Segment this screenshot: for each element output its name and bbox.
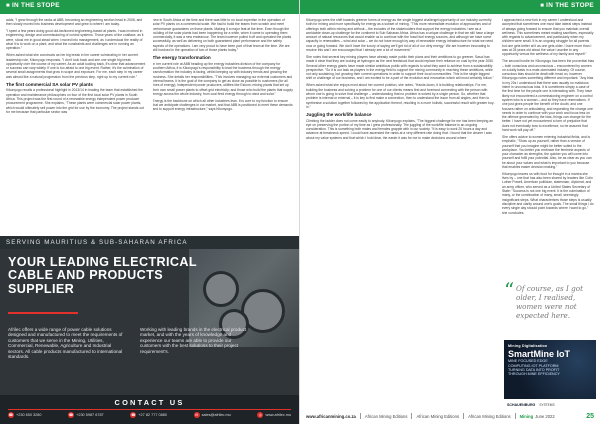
left-col-1 <box>6 18 147 232</box>
ad-subline: COMPUTING IOT PLATFORM <box>508 363 559 368</box>
paragraph: Kikonyogo sees the shift towards greener forms of energy as the single biggest challenge/opportunity of our industry currently both for mining and more specifically for energy as a subset of mining. "This more necessitate evolution of approaches and of offerings both within mining and without – the includes of the stakeholders that support the energy industries / see as a worldwide clean-up challenge for the continent to Sub Saharan Africa. Africa has a unique challenge in that we still have a large amount of natural resources that would enable us to continue with the fossil fuel energy sources, and although we have some capacity in renewables – wind and solar – we do not have enough by way of renewable energy infrastructure for what we need now or going forward. We don't have the luxury of saying we'll get rid of all of our dirty energy.' We are however innovating to resolve this and I am encouraged that I already see a lot of movement." <box>306 18 495 53</box>
section-label: ■ IN THE STOPE <box>540 2 594 9</box>
ad-product-name: SmartMine IoT <box>508 349 571 360</box>
right-col-2 <box>502 18 594 276</box>
contact-title: CONTACT US <box>114 398 185 407</box>
contact-website[interactable]: ◎ www.afrilec.mu <box>258 413 291 417</box>
ad-headline: YOUR LEADING ELECTRICAL CABLE AND PRODUCTS SUPPLIER <box>8 255 197 296</box>
subheading: The energy transformation <box>152 54 211 60</box>
mail-icon: ✉ <box>195 413 199 417</box>
cable-reel-icon <box>203 271 239 307</box>
paragraph: She offers advice to women entering industrial fields, and is emphatic, "Show up as yourself, rather than a version of yourself that you imagine might be better suited to the workplace. You better you embrace the feminine aspects of your character as strengths, the quicker you will come into yourself and fulfil your potential. Also, be as clear as you can be about your values and what is important to you because that enables easier decision making." <box>502 134 592 169</box>
paragraph: new in South Africa at the time and there was little to no local expertise in the operation of solar PV plants on a commercial scale. We had to build the teams from scratch and meet performance guarantees on those plants. Making it a major feat at the time. Even though the building of the solar plants had been happening for a while, when it came to operating them commercially, it was a new endeavour. The team however pulled it off and operated the plants successfully, as well as delivering on both guaranteed plant performance and the safety aspects of the operations. I am very proud to have been part of that team at the time. We are still involved in the operation of two of those plants today." <box>152 18 292 53</box>
contact-email[interactable]: ✉ sales@afrilec.mu <box>195 413 231 417</box>
contact-phone-3[interactable]: ☎ +27 82 777 0880 <box>131 413 167 417</box>
contact-rule <box>8 409 291 410</box>
paragraph: She notes that several key mining players have already made public their plans and their ambitions to go greener. Sasol has made it clear that they are looking at hydrogen as the next feedstock that would replace their reliance on coal by the year 2050. Several other energy giants have made similar ambitious public with regards to what they want to achieve from a sustainability perspective. "So it is our task as players in the energy field to support the mining community in reaching these ambitions, while not only sustaining, but growing their current operations in order to support their local communities. This is the single biggest shift or challenge of our business, and I am excited to be a part of the evolution and innovation which will most certainly follow." <box>306 54 494 81</box>
paragraph: The second hurdle for Kikonyogo has been the proverbial bias – both conscious and unconscious – encountered by women on a daily basis in a male-dominated industry. Of course, conscious bias should be dealt with head on, however Kikonyogo notes something different and important. "Any bias in my 20s I understood that there was usually no malicious intent in unconscious bias. It is sometimes simply a case of the first time for the people one is interacting with. They have likely not encountered a commissioning engineer on a control system who is a woman – and so they have reservations. If one just gives people the benefit of the doubt, and one focuses rather on articulating, and requesting the change one needs in order to continue with your work and focus less on the offence generated by the bias, things can change for the better. I have not yet encountered a form of prejudice that does not eventually bow to excellence, so be assured that hard work will pay off." <box>502 59 594 133</box>
footer-divider <box>463 413 464 419</box>
left-col-2 <box>153 18 294 232</box>
section-marker-icon: ■ <box>6 3 10 9</box>
footer-divider <box>515 413 516 419</box>
ad-brand: Mining Digitalisation <box>508 344 548 348</box>
footer-website[interactable]: www.africanmining.co.za <box>306 413 356 419</box>
paragraph: Kikonyogo recalls a professional highlight in 2013/14 in leading the team that established the operation and maintenance philosophies on four of the first local solar PV plants in South Africa. This project was the first round of a renewable energy independent power producer procurement programme. She explains, "These plants were commercial solar power plants, which would ultimately sell power into the grid for use by the economy. The project stands out for me because that particular sector was <box>6 88 144 114</box>
right-page <box>300 0 600 424</box>
paragraph: adds, "I grew through the ranks at ABB, becoming an engineering section head in 2008, and then slowly moved into business development and grew to where I am today. <box>6 18 143 27</box>
footer-issue-date: June 2022 <box>535 413 555 419</box>
subheading: The first commercial SA solar PV plants <box>6 81 93 87</box>
quote-mark-icon: “ <box>504 278 515 302</box>
ad-subline: THROUGH MINE EFFICIENCY <box>508 372 560 377</box>
phone-icon: ☎ <box>131 413 136 417</box>
footer-item: African Mining Editions <box>468 413 511 419</box>
paragraph: When asked what she constructs as her big break in her career culminating in her current leadership role, Kikonyogo responds, "I don't look back and see one single big break opportunity over the course of my career. As an adult looking back, it's clear that advancement or success can vary widely. If one is too afraid to one big event. Rather, it's the culmination of several small assignments that grow in scope and exposure. For me, each step in my career was almost like a natural progression from the previous step, right up to my current role." <box>6 53 146 79</box>
paragraph: Energy is the backbone on which all other industries lean. It is core to my function to ensure that we anticipate challenges in our market, and that ABB is positioned to meet these demands and to support energy infrastructure," says Kikonyogo. <box>152 98 293 112</box>
left-text-columns <box>6 18 293 232</box>
paragraph: I approached a new fork in my career I understood and accepted that sometimes one must take lateral steps instead of always going forward to ensure that you maintain overall wellness. This sometimes meant making sacrifices, especially with regards to advancement, and particularly when my children were small. It is an ongoing struggle for all parents but one gets better at it as one gets older. I have more than I was at 28 years old about the value I ascribe to any opportunity versus the wellness of my family and myself." <box>502 18 594 57</box>
section-label: ■ IN THE STOPE <box>6 2 60 9</box>
footer-issue-label: Mining <box>519 413 534 419</box>
contact-items <box>8 412 291 418</box>
phone-icon: ☎ <box>68 413 74 417</box>
ad-subline: TURNING DATA INTO PROFIT <box>508 368 560 372</box>
footer-divider <box>411 413 412 419</box>
paragraph: When asked what she enjoys most about her current position, she notes, "Hands down, it is building relationships. For me, building the business and solving a problem for one of our clients means first and foremost connecting with the person with whom one is going to solve that challenge – understanding that no problem is solved by a single person. So, whether that problem is internal or external – it is key to first make a connection, then to understand the issue from all angles, and then to synthesise a solution together followed by the application thereof, resulting in a more holistic, successful result with greater buy-in." <box>306 83 495 109</box>
ad-copy-left: Afrilec offers a wide range of power cable solutions designed and manufactured to meet the requirements of customers that we serve in the Mining, Utilities, Commercial, Renewable, Agriculture and Industrial sectors. All cable products manufactured to international standards. <box>8 327 123 360</box>
smartmine-advert[interactable] <box>504 340 596 410</box>
footer-item: African Mining Editions <box>364 413 408 419</box>
paragraph: In her current role at ABB heading up the energy industries division of the company for southern Africa, it is Kikonyogo's responsibility to lead the business through the energy transformation the industry is facing, whilst keeping up with industry trends and growing the business. She details her responsibilities, "This involves managing our external customers and internal teams. It is the goal of the company to get as close as possible to customers (for all lines of energy); independent power producers, utilities like Eskom; mining plants that set up their own small power plants to offset grid electricity; and those who build the plants that supply energy across the whole industry, from coal fired energy through to wind and solar." <box>152 61 293 96</box>
footer-divider <box>360 413 361 419</box>
ad-logo-strip <box>504 399 596 410</box>
ad-accent-rule <box>8 312 78 314</box>
afrilec-advert[interactable] <box>0 236 299 424</box>
paragraph: "I spent a few years doing good old-fashioned engineering-based at plants. I was involved in engineering, design and commissioning of control systems. Those years of the coalface, as it were, stood me in good stead when I moved into management, as I understood the reality of what it is to work on a plant, and what the constraints and challenges are in running an operation." <box>6 29 144 51</box>
paragraph: Climbing the ladder does not come easily to anybody. Kikonyogo explains, "The biggest challenge for me has been keeping an eye on preserving the portion of my time as I grew professionally. The juggling of the work/life balance is an ongoing consideration. This is something both males and females grapple with in our society. "It is easy to work 20 hours a day and advance at breakneck speed. I could have ascended the ranks at a very different rate doing that. I found that the clearer I was about my value systems and that which I hold dear, the easier it was for me to make decisions around where <box>306 118 494 140</box>
section-marker-icon: ■ <box>540 3 545 9</box>
contact-phone-1[interactable]: ☎ +230 650 3280 <box>8 413 42 417</box>
subheading: Juggling the work/life balance <box>306 111 372 117</box>
contact-phone-2[interactable]: ☎ +230 5987 6787 <box>68 413 104 417</box>
pull-quote <box>504 280 594 336</box>
ad-subline: MINE FOCUSED EDGE <box>508 359 548 364</box>
phone-icon: ☎ <box>8 413 14 417</box>
section-header-left <box>0 0 299 14</box>
ad-contact-strip <box>0 395 299 424</box>
schauenburg-logo: SCHAUENBURG <box>507 402 536 407</box>
ad-tagline: SERVING MAURITIUS & SUB-SAHARAN AFRICA <box>0 236 299 249</box>
right-col-1 <box>306 18 496 406</box>
globe-icon: ◎ <box>258 413 263 417</box>
systems-logo: SYSTEMS <box>539 402 555 407</box>
pull-quote-text: Of course, as I got older, I realised, women were not expected here. <box>516 284 583 320</box>
footer-item: African Mining Editions <box>416 413 460 419</box>
page-number: 25 <box>586 412 594 420</box>
ad-text-block <box>504 344 596 377</box>
ad-copy-right: Working with leading brands in the electrical product market, and with the years of knowledge and experience our teams are able to provide our customers with the best solutions to their project requirement's. <box>140 327 247 354</box>
paragraph: Kikonyogo leaves us with food for thought in a mantra she lives by – one that has also been shared by leaders like Colin Luther Powell, American politician, statesman, diplomat, and an army officer, who served as a United States Secretary of State: "Success is not one big event. It is the culmination of many, or the combination of many, small, seemingly insignificant steps. What characterises those steps is usually discipline and clarity around one's goals. The small things I do every single day should point towards where I want to go," she concludes. <box>502 171 594 215</box>
running-footer <box>306 411 594 421</box>
section-header-right <box>300 0 600 14</box>
